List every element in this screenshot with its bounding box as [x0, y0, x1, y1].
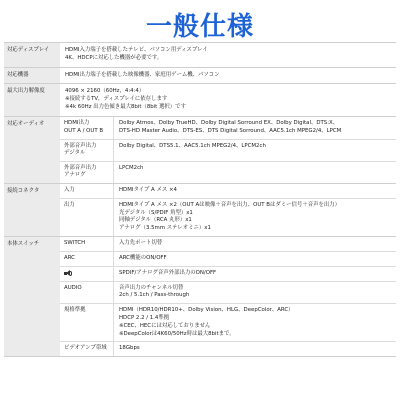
spec-subrow: [60, 162, 396, 183]
spec-value-line: HDMIタイプ A メス ×4: [119, 186, 177, 193]
spec-sublabel: [60, 252, 114, 266]
spec-sublabel-line: OUT A / OUT B: [64, 127, 104, 134]
spec-subrow: [60, 140, 396, 162]
spec-value-line: 音声出力のチャンネル切替: [119, 284, 184, 291]
spec-value-line: ※接続するTV，ディスプレイに依存します: [65, 96, 168, 103]
spec-subrow: [60, 267, 396, 282]
spec-category: 接続コネクタ: [4, 184, 60, 236]
spec-sublabel-line: 入力: [64, 186, 75, 193]
spec-sublabel-line: ビデオアンプ帯域: [64, 345, 107, 352]
spec-value-line: Dolby Digital、DTS5.1、AAC5.1ch MPEG2/4、LPCM2ch: [119, 142, 266, 149]
spec-value-line: 4K、HDCPに対応した機器が必要です。: [65, 54, 163, 61]
spec-value-line: LPCM2ch: [119, 164, 144, 171]
spec-value: [114, 304, 396, 341]
spec-value: [114, 117, 396, 139]
spec-sublabel-line: アナログ: [64, 172, 86, 179]
spec-row: [4, 43, 396, 68]
spec-sublabel-line: SWITCH: [64, 240, 86, 247]
spec-sublabel: [60, 237, 114, 251]
spec-value-line: 光デジタル（S/PDIF 角型）x1: [119, 209, 193, 216]
spec-row: [4, 68, 396, 85]
spec-subrow: [60, 304, 396, 342]
spec-sublabel: [60, 162, 114, 183]
spec-value-line: HDMIタイプ A メス ×2（OUT Aは映像＋音声を出力、OUT Bはダミー信号＋音声を出力）: [119, 201, 341, 208]
spec-value: [114, 237, 396, 251]
spec-sublabel: [60, 199, 114, 236]
spec-value-line: HDCP 2.2 / 1.4準拠: [119, 314, 170, 321]
spec-subrow: [60, 282, 396, 305]
spec-value-line: 18Gbps: [119, 345, 140, 352]
spec-value-line: HDMI（HDR10/HDR10+、Dolby Vision、HLG、DeepColor、ARC）: [119, 307, 294, 314]
spec-value: [114, 184, 396, 198]
spec-sublabel: [60, 282, 114, 304]
spec-value: [114, 342, 396, 356]
spec-subrow: [60, 199, 396, 236]
spec-value: [114, 252, 396, 266]
page-title: 一般仕様: [145, 12, 254, 42]
spec-sublabel-line: AUDIO: [64, 284, 82, 291]
spec-value: [60, 84, 396, 115]
spec-value-line: 2ch / 5.1ch / Pass-through: [119, 292, 190, 299]
spec-value: [114, 140, 396, 161]
spec-subrow: [60, 252, 396, 267]
spec-value-line: 同軸デジタル（RCA 丸形）x1: [119, 217, 192, 224]
spec-body: [60, 184, 396, 236]
spec-body: [60, 68, 396, 84]
spec-sublabel: [60, 117, 114, 139]
spec-subrow: [60, 117, 396, 140]
spec-category: 本体スイッチ: [4, 237, 60, 356]
spec-category: 対応機器: [4, 68, 60, 84]
spec-value-line: ARC機能のON/OFF: [119, 254, 167, 261]
spec-value: [114, 162, 396, 183]
spec-value: [60, 43, 396, 67]
spec-row: [4, 117, 396, 184]
spec-value: [114, 267, 396, 281]
spec-sublabel-line: 規格準拠: [64, 307, 86, 314]
spec-subrow: [60, 342, 396, 356]
speaker-icon: [64, 270, 73, 277]
spec-body: [60, 237, 396, 356]
spec-table: [4, 42, 396, 357]
spec-value-line: 入力先ポート切替: [119, 240, 163, 247]
spec-sublabel-line: 外部音声出力: [64, 142, 97, 149]
spec-sublabel: [60, 304, 114, 341]
spec-sublabel: [60, 267, 114, 281]
spec-sublabel-line: ARC: [64, 254, 75, 261]
spec-sublabel: [60, 140, 114, 161]
spec-subrow: [60, 184, 396, 199]
spec-value: [60, 68, 396, 84]
spec-value-line: SPDIF/アナログ音声外部出力のON/OFF: [119, 269, 217, 276]
spec-body: [60, 43, 396, 67]
spec-sublabel-line: 出力: [64, 201, 75, 208]
spec-value-line: Dolby Atmos、Dolby TrueHD、Dolby Digital Sorround EX、Dolby Digital、DTS:X、: [119, 119, 339, 126]
spec-value: [114, 282, 396, 304]
spec-value-line: ※DeepColorは4K60/50Hz時は最大8bitまで。: [119, 330, 235, 337]
spec-value: [114, 199, 396, 236]
spec-sublabel-line: 外部音声出力: [64, 164, 97, 171]
spec-value-line: アナログ（3.5mm ステレオミニ）x1: [119, 225, 211, 232]
spec-body: [60, 84, 396, 115]
spec-category: 対応オーディオ: [4, 117, 60, 183]
spec-sublabel-line: HDMI出力: [64, 119, 90, 126]
spec-value-line: ※CEC、HECには対応しておりません: [119, 322, 211, 329]
spec-value-line: HDMI出力端子を搭載した映像機器、家庭用ゲーム機、パソコン: [65, 71, 220, 78]
spec-row: [4, 184, 396, 237]
spec-sublabel-line: デジタル: [64, 150, 86, 157]
spec-category: 対応ディスプレイ: [4, 43, 60, 67]
spec-sublabel: [60, 342, 114, 356]
spec-row: [4, 237, 396, 357]
spec-category: 最大出力解像度: [4, 84, 60, 115]
spec-sublabel: [60, 184, 114, 198]
spec-value-line: ※4k 60Hz 出力色傾き最大8bit（8bit 選択）です: [65, 104, 186, 111]
spec-value-line: 4096 × 2160（60Hz，4:4:4）: [65, 88, 145, 95]
spec-subrow: [60, 237, 396, 252]
spec-value-line: DTS-HD Master Audio、DTS-ES、DTS Digital Sorround、AAC5.1ch MPEG2/4、LPCM: [119, 127, 342, 134]
spec-body: [60, 117, 396, 183]
spec-row: [4, 84, 396, 116]
spec-value-line: HDMI入力端子を搭載したテレビ、パソコン用ディスプレイ: [65, 47, 208, 53]
